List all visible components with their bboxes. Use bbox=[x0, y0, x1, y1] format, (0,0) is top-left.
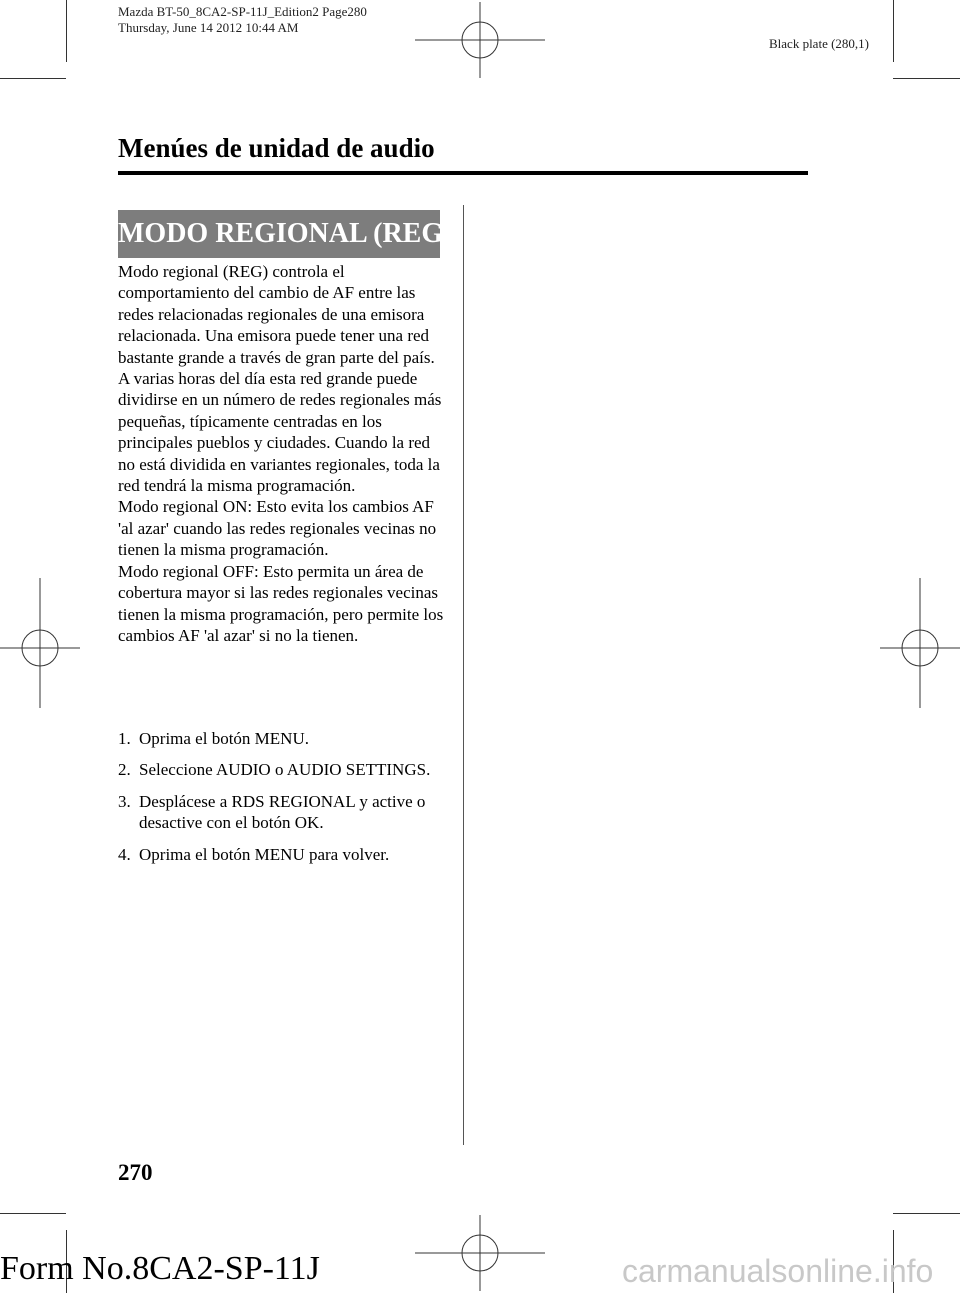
paragraph: Modo regional ON: Esto evita los cambios AF 'al azar' cuando las redes regionales vecinas no tienen la misma programación. bbox=[118, 497, 437, 560]
crop-mark bbox=[66, 0, 67, 62]
steps-list bbox=[118, 728, 448, 875]
registration-mark-icon bbox=[0, 578, 80, 708]
body-text bbox=[118, 261, 448, 646]
paragraph: Modo regional OFF: Esto permita un área de cobertura mayor si las redes regionales vecinas tienen la misma programación, pero permite los cambios AF 'al azar' si no la tienen. bbox=[118, 561, 444, 645]
step-number: 2. bbox=[118, 760, 131, 780]
print-meta-line: Mazda BT-50_8CA2-SP-11J_Edition2 Page280 bbox=[118, 4, 367, 19]
crop-mark bbox=[893, 1213, 960, 1214]
print-meta-line: Thursday, June 14 2012 10:44 AM bbox=[118, 20, 299, 35]
header-rule bbox=[118, 171, 808, 175]
step-text: Seleccione AUDIO o AUDIO SETTINGS. bbox=[139, 760, 431, 780]
crop-mark bbox=[893, 0, 894, 62]
step-number: 3. bbox=[118, 791, 131, 811]
step-text: Desplácese a RDS REGIONAL y active o desactive con el botón OK. bbox=[139, 791, 426, 833]
paragraph: Modo regional (REG) controla el comportamiento del cambio de AF entre las redes relacionadas regionales de una emisora relacionada. Una emisora puede tener una red bastante grande a través de gran parte del país. A varias horas del día esta red grande puede dividirse en un número de redes regionales más pequeñas, típicamente centradas en los principales pueblos y ciudades. Cuando la red no está dividida en variantes regionales, toda la red tendrá la misma programación. bbox=[118, 262, 442, 496]
plate-label: Black plate (280,1) bbox=[769, 36, 869, 51]
list-item bbox=[118, 791, 448, 834]
crop-mark bbox=[0, 1213, 66, 1214]
list-item bbox=[118, 844, 448, 865]
registration-mark-icon bbox=[415, 2, 545, 78]
registration-mark-icon bbox=[415, 1215, 545, 1291]
step-number: 1. bbox=[118, 729, 131, 748]
watermark: carmanualsonline.info bbox=[622, 1253, 934, 1289]
crop-mark bbox=[893, 78, 960, 79]
column-divider bbox=[463, 205, 464, 1145]
step-text: Oprima el botón MENU para volver. bbox=[139, 844, 390, 864]
topic-banner: MODO REGIONAL (REG) bbox=[118, 210, 440, 258]
list-item bbox=[118, 759, 448, 780]
step-number: 4. bbox=[118, 844, 131, 864]
print-meta bbox=[118, 4, 367, 36]
list-item bbox=[118, 728, 448, 749]
form-number: Form No.8CA2-SP-11J bbox=[0, 1250, 320, 1287]
step-text: Oprima el botón MENU. bbox=[139, 729, 309, 748]
page-number: 270 bbox=[118, 1160, 153, 1185]
registration-mark-icon bbox=[880, 578, 960, 708]
crop-mark bbox=[0, 78, 66, 79]
section-title: Menúes de unidad de audio bbox=[118, 133, 435, 163]
